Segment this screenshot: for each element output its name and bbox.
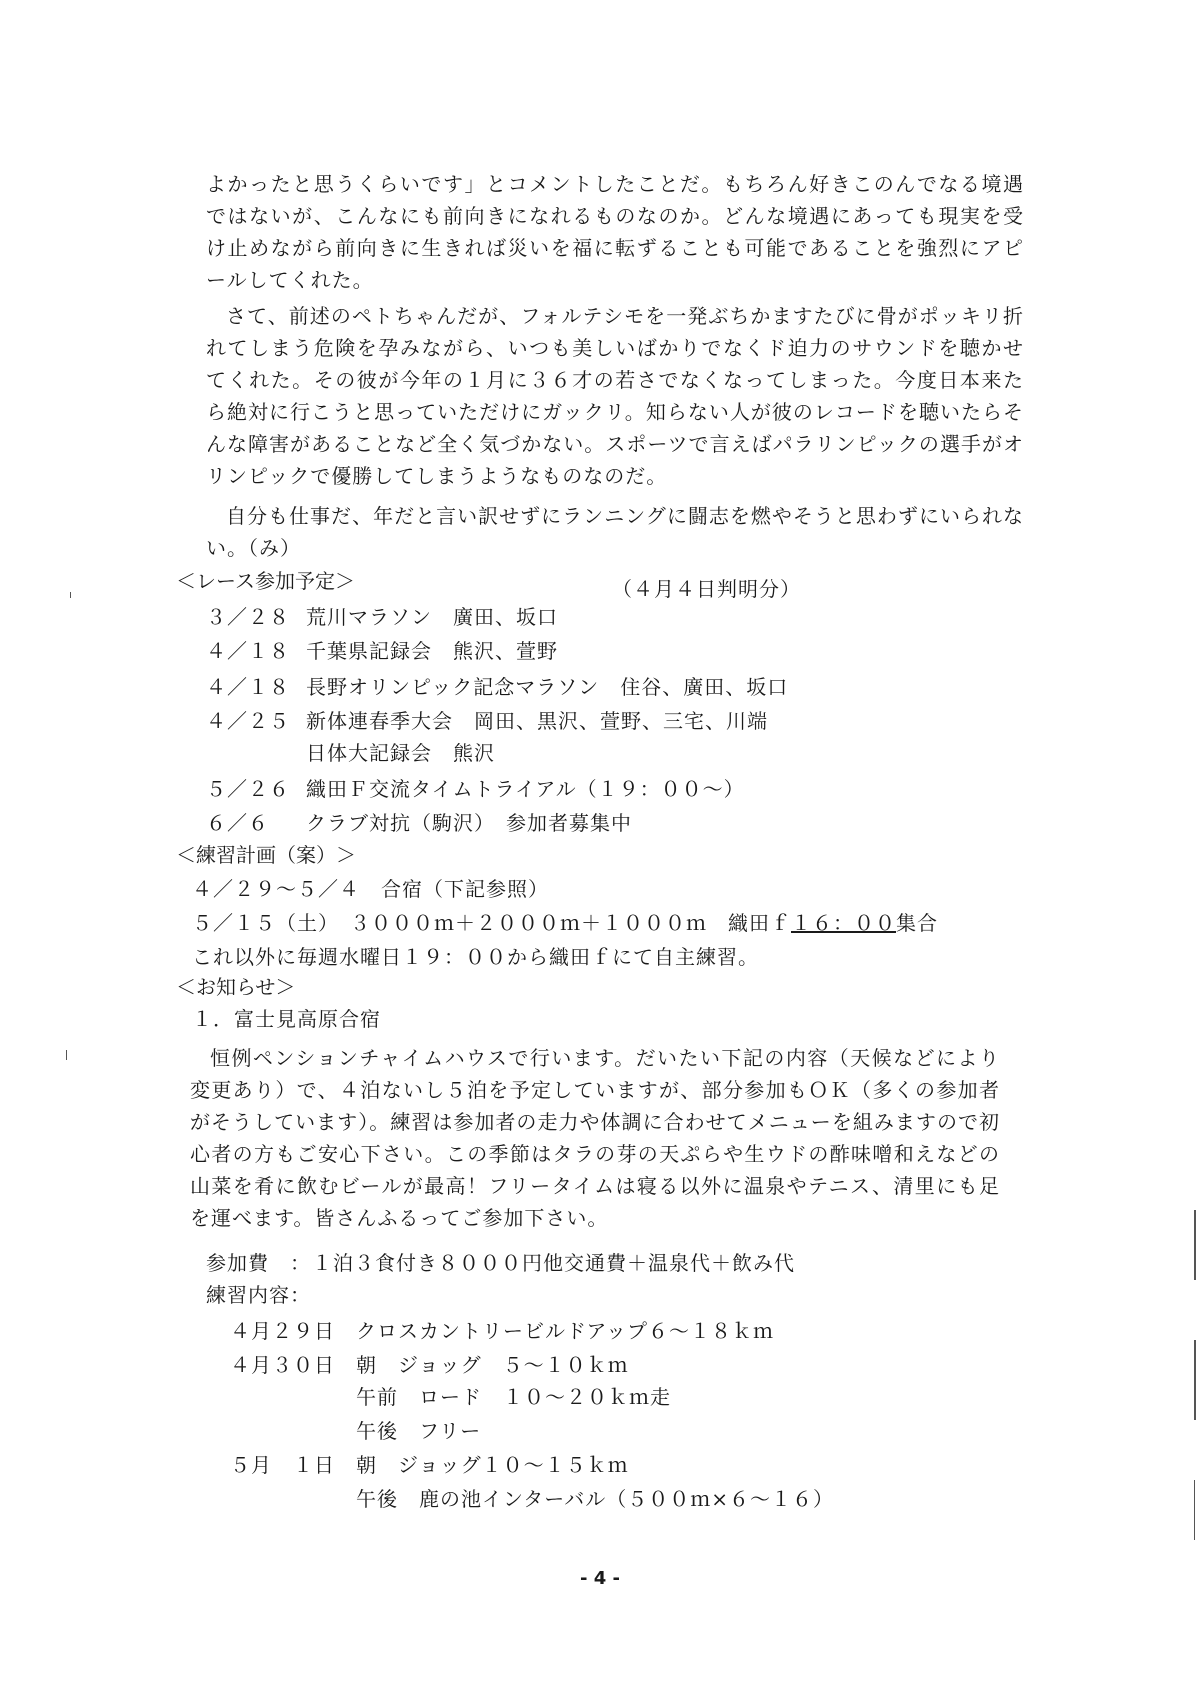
race-date: ３／２８ [206, 605, 290, 629]
race-text: クラブ対抗（駒沢） 参加者募集中 [306, 811, 632, 835]
practice-assembly: 集合 [896, 911, 938, 935]
race-text: 荒川マラソン 廣田、坂口 [306, 605, 558, 629]
closing-paragraph: 自分も仕事だ、年だと言い訳せずにランニングに闘志を燃やそうと思わずにいられない。（み） [206, 504, 1024, 560]
race-date: ４／１８ [206, 639, 290, 663]
schedule-day: ５月 １日 [230, 1453, 335, 1477]
schedule-text: クロスカントリービルドアップ６～１８ｋｍ [356, 1319, 774, 1343]
fee-label: 参加費 ： [206, 1251, 311, 1275]
race-heading: ＜レース参加予定＞ [176, 569, 355, 593]
pet-paragraph: さて、前述のペトちゃんだが、フォルテシモを一発ぶちかますたびに骨がポッキリ折れてしまう危険を孕みながら、いつも美しいばかりでなくド迫力のサウンドを聴かせてくれた。その彼が今年の１月に３６才の若さでなくなってしまった。今度日本来たら絶対に行こうと思っていただけにガックリ。知らない人が彼のレコードを聴いたらそんな障害があることなど全く気づかない。スポーツで言えばパラリンピックの選手がオリンピックで優勝してしまうようなものなのだ。 [206, 304, 1024, 488]
schedule-text: 朝 ジョッグ１０～１５ｋｍ [356, 1453, 629, 1477]
content-label: 練習内容： [206, 1283, 311, 1307]
race-text: 日体大記録会 熊沢 [306, 741, 495, 765]
notice-item-title: １．富士見高原合宿 [192, 1007, 381, 1031]
notice-heading: ＜お知らせ＞ [176, 975, 296, 999]
race-text: 長野オリンピック記念マラソン 住谷、廣田、坂口 [306, 675, 789, 699]
race-date: ４／２５ [206, 709, 290, 733]
schedule-day: ４月２９日 [230, 1319, 335, 1343]
practice-session: ５／１５（土） ３０００ｍ＋２０００ｍ＋１０００ｍ 織田ｆ [192, 911, 791, 935]
practice-heading: ＜練習計画（案）＞ [176, 843, 356, 867]
scan-mark [1194, 1480, 1195, 1540]
fee-text: １泊３食付き８０００円他交通費＋温泉代＋飲み代 [312, 1251, 795, 1275]
schedule-day: ４月３０日 [230, 1353, 335, 1377]
schedule-text: 朝 ジョッグ ５～１０ｋｍ [356, 1353, 629, 1377]
scan-mark [1194, 1340, 1196, 1420]
practice-time: １６：００ [791, 911, 896, 935]
practice-line: これ以外に毎週水曜日１９：００から織田ｆにて自主練習。 [192, 945, 759, 969]
schedule-text: 午後 鹿の池インターバル（５００ｍ×６～１６） [356, 1487, 834, 1511]
race-text: 千葉県記録会 熊沢、萱野 [306, 639, 558, 663]
scan-mark [66, 1050, 67, 1060]
race-date: ６／６ [206, 811, 269, 835]
page-number: - 4 - [580, 1568, 620, 1589]
scan-mark [70, 592, 71, 598]
practice-line: ４／２９～５／４ 合宿（下記参照） [192, 877, 549, 901]
intro-paragraph: よかったと思うくらいです」とコメントしたことだ。もちろん好きこのんでなる境遇ではないが、こんなにも前向きになれるものなのか。どんな境遇にあっても現実を受け止めながら前向きに生きれば災いを福に転ずることも可能であることを強烈にアピールしてくれた。 [206, 172, 1024, 292]
schedule-text: 午後 フリー [356, 1419, 482, 1443]
scan-mark [1194, 1210, 1196, 1280]
race-date: ５／２６ [206, 777, 290, 801]
race-date: ４／１８ [206, 675, 290, 699]
race-note: （４月４日判明分） [612, 577, 801, 601]
practice-line [192, 910, 938, 936]
notice-body: 恒例ペンションチャイムハウスで行います。だいたい下記の内容（天候などにより変更あり）で、４泊ないし５泊を予定していますが、部分参加もＯＫ（多くの参加者がそうしています）。練習は参加者の走力や体調に合わせてメニューを組みますので初心者の方もご安心下さい。この季節はタラの芽の天ぷらや生ウドの酢味噌和えなどの山菜を肴に飲むビールが最高！フリータイムは寝る以外に温泉やテニス、清里にも足を運べます。皆さんふるってご参加下さい。 [190, 1046, 1000, 1230]
race-text: 織田Ｆ交流タイムトライアル（１９：００～） [306, 777, 745, 801]
race-text: 新体連春季大会 岡田、黒沢、萱野、三宅、川端 [306, 709, 768, 733]
schedule-text: 午前 ロード １０～２０ｋｍ走 [356, 1385, 671, 1409]
